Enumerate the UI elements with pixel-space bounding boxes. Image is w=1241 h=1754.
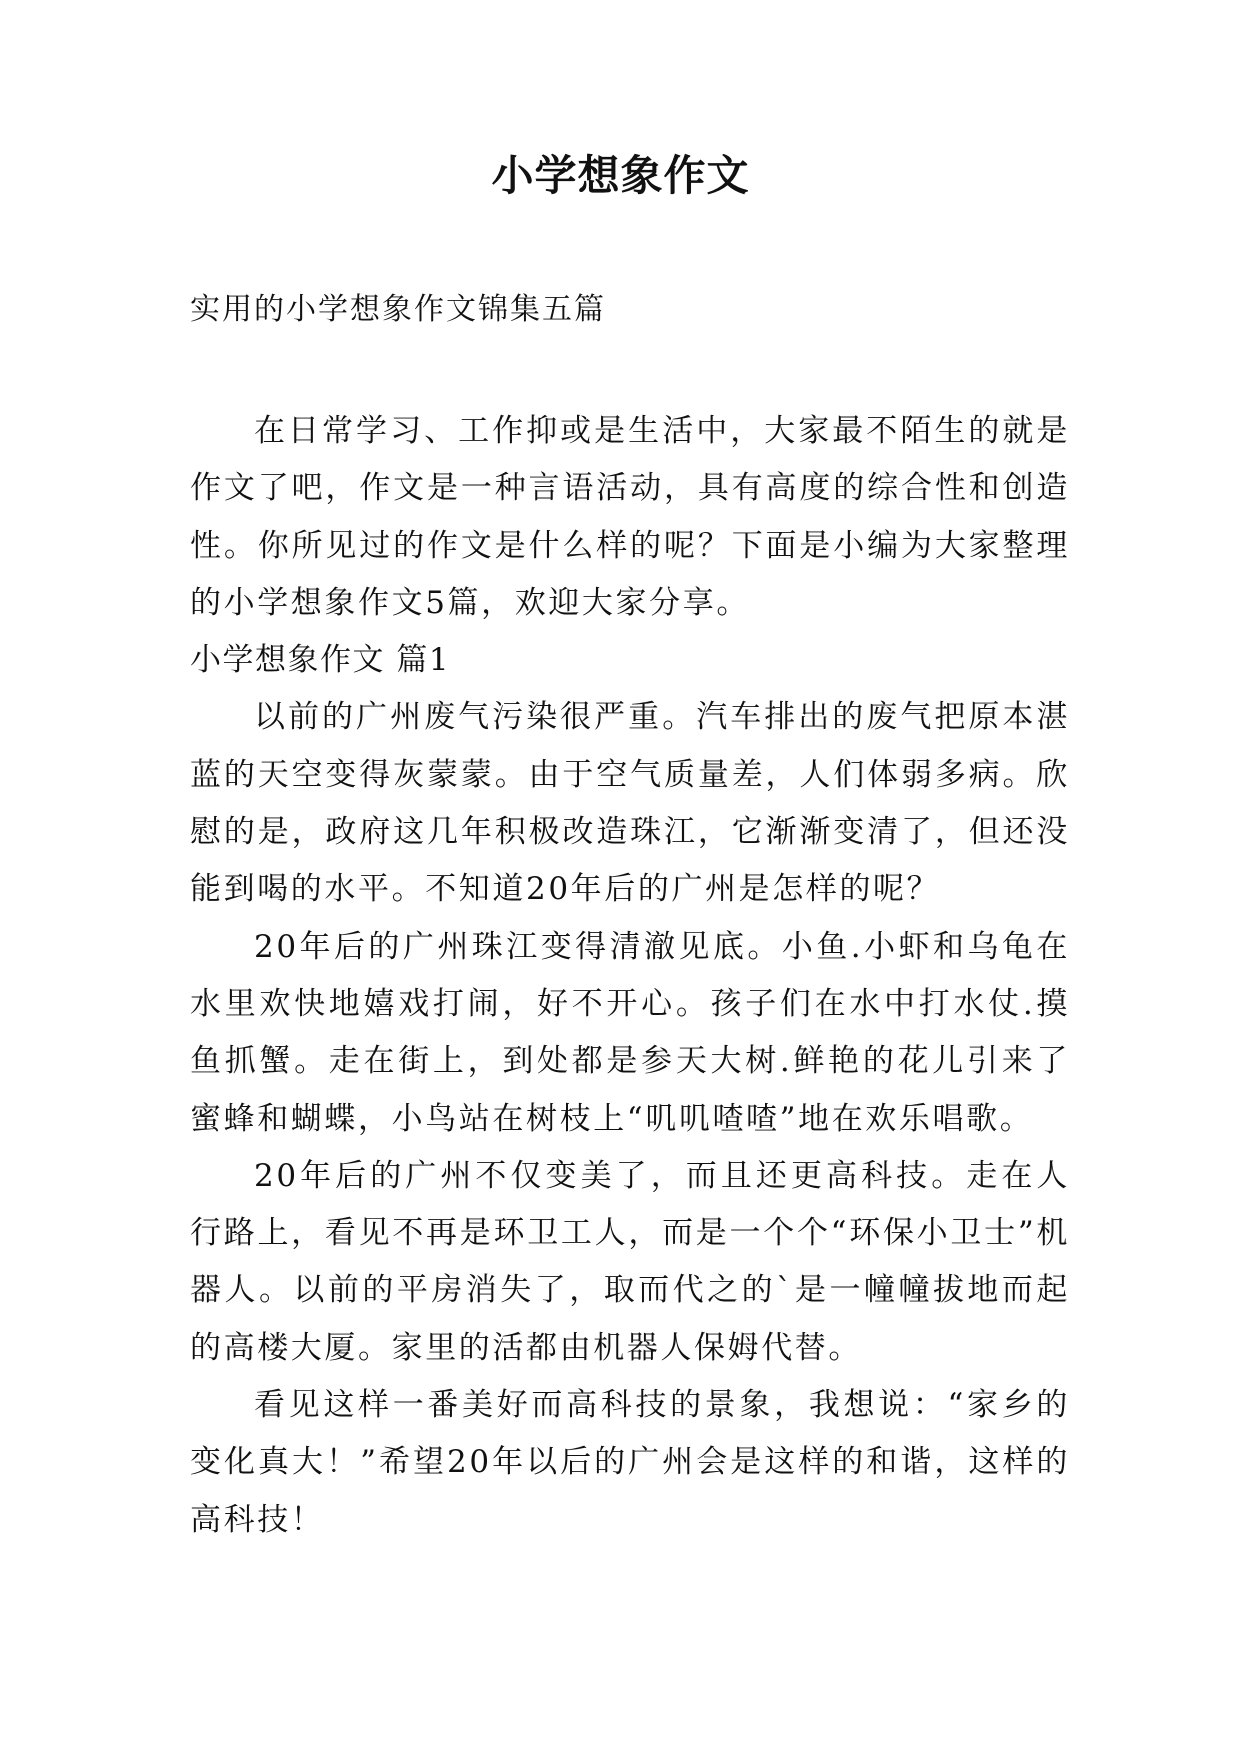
section-heading: 小学想象作文 篇1 [190,642,451,679]
body-paragraph-3: 20年后的广州不仅变美了，而且还更高科技。走在人行路上，看见不再是环卫工人，而是一个个“环保小卫士”机器人。以前的平房消失了，取而代之的`是一幢幢拔地而起的高楼大厦。家里的活都由机器人保姆代替。 [190,1157,1070,1366]
document-subtitle: 实用的小学想象作文锦集五篇 [190,292,606,327]
body-paragraph-1: 以前的广州废气污染很严重。汽车排出的废气把原本湛蓝的天空变得灰蒙蒙。由于空气质量差，人们体弱多病。欣慰的是，政府这几年积极改造珠江，它渐渐变清了，但还没能到喝的水平。不知道20年后的广州是怎样的呢？ [190,699,1070,908]
document-body [190,403,1070,1549]
intro-paragraph: 在日常学习、工作抑或是生活中，大家最不陌生的就是作文了吧，作文是一种言语活动，具有高度的综合性和创造性。你所见过的作文是什么样的呢？下面是小编为大家整理的小学想象作文5篇，欢迎大家分享。 [190,413,1070,621]
body-paragraph-4: 看见这样一番美好而高科技的景象，我想说：“家乡的变化真大！”希望20年以后的广州会是这样的和谐，这样的高科技！ [190,1387,1070,1538]
document-title: 小学想象作文 [491,151,750,200]
body-paragraph-2: 20年后的广州珠江变得清澈见底。小鱼.小虾和乌龟在水里欢快地嬉戏打闹，好不开心。孩子们在水中打水仗.摸鱼抓蟹。走在街上，到处都是参天大树.鲜艳的花儿引来了蜜蜂和蝴蝶，小鸟站在树枝上“叽叽喳喳”地在欢乐唱歌。 [190,928,1070,1137]
